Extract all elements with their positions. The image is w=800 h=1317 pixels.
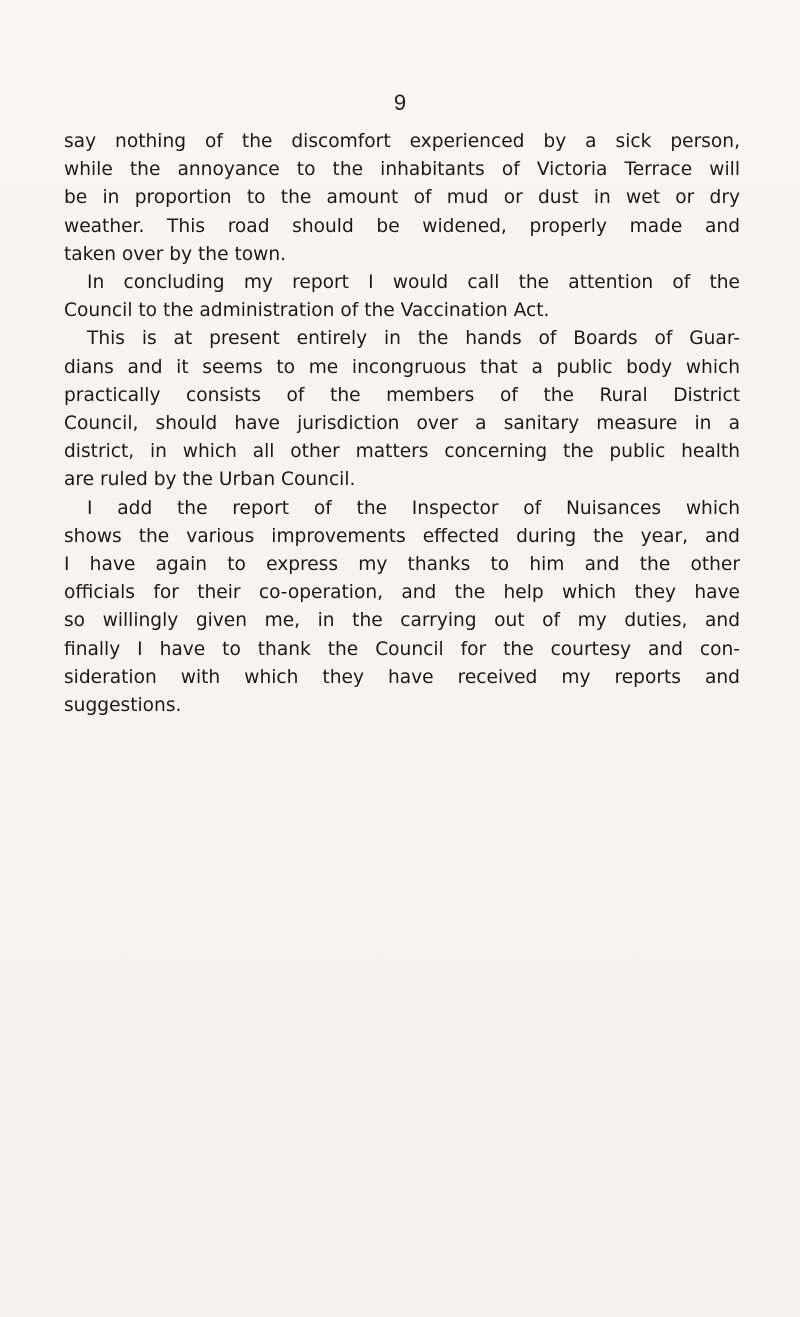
text-line: officials for their co-operation, and the help which they have [64, 582, 740, 604]
report-body [64, 128, 740, 720]
text-line: I add the report of the Inspector of Nuisances which [87, 497, 740, 519]
paragraph-2 [64, 269, 740, 325]
text-line: while the annoyance to the inhabitants of Victoria Terrace will [64, 159, 740, 181]
text-line: so willingly given me, in the carrying out of my duties, and [64, 610, 740, 632]
page-number: 9 [393, 90, 407, 115]
text-line: Council to the administration of the Vaccination Act. [64, 300, 550, 322]
text-line: Council, should have jurisdiction over a sanitary measure in a [64, 413, 740, 435]
text-line: finally I have to thank the Council for the courtesy and con- [64, 638, 740, 660]
text-line: taken over by the town. [64, 243, 287, 265]
text-line: say nothing of the discomfort experienced by a sick person, [64, 131, 740, 152]
paragraph-3 [64, 325, 740, 494]
text-line: practically consists of the members of the Rural District [64, 384, 740, 406]
paragraph-4 [64, 495, 740, 721]
text-line: are ruled by the Urban Council. [64, 469, 356, 491]
text-line: district, in which all other matters concerning the public health [64, 441, 740, 463]
text-line: suggestions. [64, 695, 182, 717]
text-line: I have again to express my thanks to him and the other [64, 554, 740, 576]
text-line: be in proportion to the amount of mud or dust in wet or dry [64, 187, 740, 209]
text-line: sideration with which they have received my reports and [64, 666, 740, 688]
text-line: In concluding my report I would call the attention of the [87, 272, 740, 294]
text-line: weather. This road should be widened, properly made and [64, 215, 740, 237]
text-line: shows the various improvements effected during the year, and [64, 525, 740, 547]
text-line: This is at present entirely in the hands of Boards of Guar- [87, 328, 740, 350]
text-line: dians and it seems to me incongruous that a public body which [64, 356, 740, 378]
paragraph-1 [64, 128, 740, 269]
